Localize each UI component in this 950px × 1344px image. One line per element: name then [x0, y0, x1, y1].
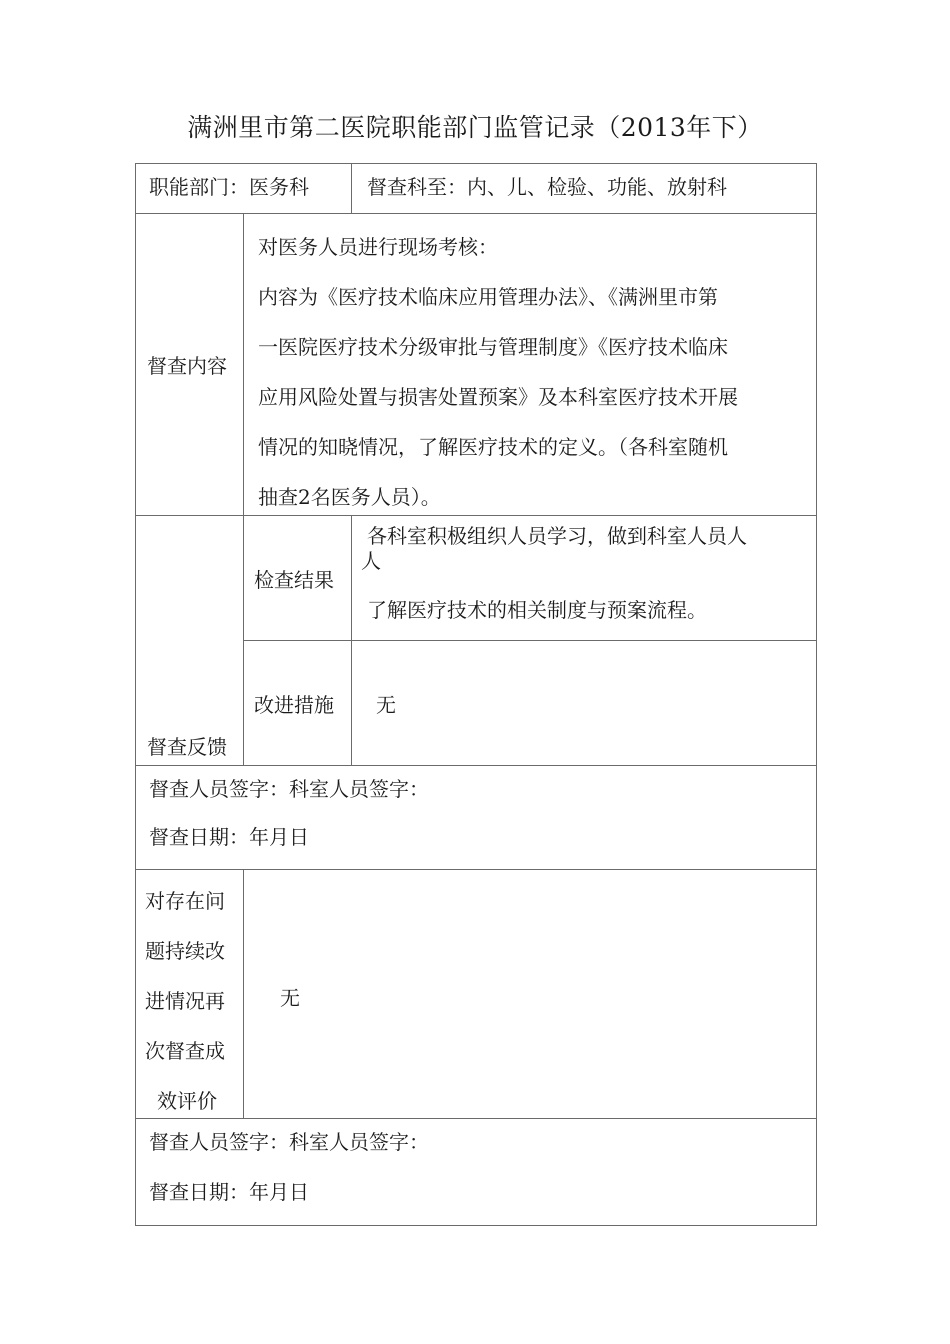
page-title: 满洲里市第二医院职能部门监管记录（2013年下） — [187, 113, 763, 142]
content-line: 一医院医疗技术分级审批与管理制度》《医疗技术临床 — [258, 335, 728, 359]
signature-line: 督查人员签字：科室人员签字： — [149, 1130, 429, 1154]
result-line: 了解医疗技术的相关制度与预案流程。 — [367, 598, 707, 622]
result-line: 人 — [361, 549, 381, 573]
content-line: 对医务人员进行现场考核： — [258, 235, 498, 259]
column-divider — [351, 515, 352, 766]
followup-label-line: 效评价 — [157, 1089, 217, 1113]
followup-label-line: 对存在问 — [145, 889, 225, 913]
signature-line: 督查人员签字：科室人员签字： — [149, 777, 429, 801]
row-divider — [135, 515, 817, 516]
row-divider — [135, 213, 817, 214]
table-border-bottom — [135, 1225, 817, 1226]
column-divider — [243, 213, 244, 766]
measure-label: 改进措施 — [254, 693, 334, 717]
content-line: 抽查2名医务人员）。 — [258, 485, 441, 509]
content-label: 督查内容 — [147, 354, 227, 378]
content-line: 应用风险处置与损害处置预案》及本科室医疗技术开展 — [258, 385, 738, 409]
table-border-left — [135, 163, 136, 1226]
content-line: 内容为《医疗技术临床应用管理办法》、《满洲里市第 — [258, 285, 718, 309]
followup-label-line: 题持续改 — [145, 939, 225, 963]
measure-value: 无 — [376, 693, 396, 717]
result-line: 各科室积极组织人员学习，做到科室人员人 — [367, 524, 747, 548]
date-line: 督查日期：年月日 — [149, 825, 309, 849]
department-cell: 职能部门：医务科 — [149, 175, 309, 199]
column-divider — [351, 163, 352, 214]
date-line: 督查日期：年月日 — [149, 1180, 309, 1204]
followup-value: 无 — [280, 986, 300, 1010]
row-divider — [243, 640, 817, 641]
table-border-top — [135, 163, 817, 164]
row-divider — [135, 1118, 817, 1119]
followup-label-line: 进情况再 — [145, 989, 225, 1013]
result-label: 检查结果 — [254, 568, 334, 592]
content-line: 情况的知晓情况，了解医疗技术的定义。（各科室随机 — [258, 435, 728, 459]
followup-label-line: 次督查成 — [145, 1039, 225, 1063]
feedback-label: 督查反馈 — [147, 735, 227, 759]
inspected-departments-cell: 督查科至：内、儿、检验、功能、放射科 — [367, 175, 727, 199]
table-border-right — [816, 163, 817, 1226]
row-divider — [135, 765, 817, 766]
row-divider — [135, 869, 817, 870]
column-divider — [243, 869, 244, 1119]
